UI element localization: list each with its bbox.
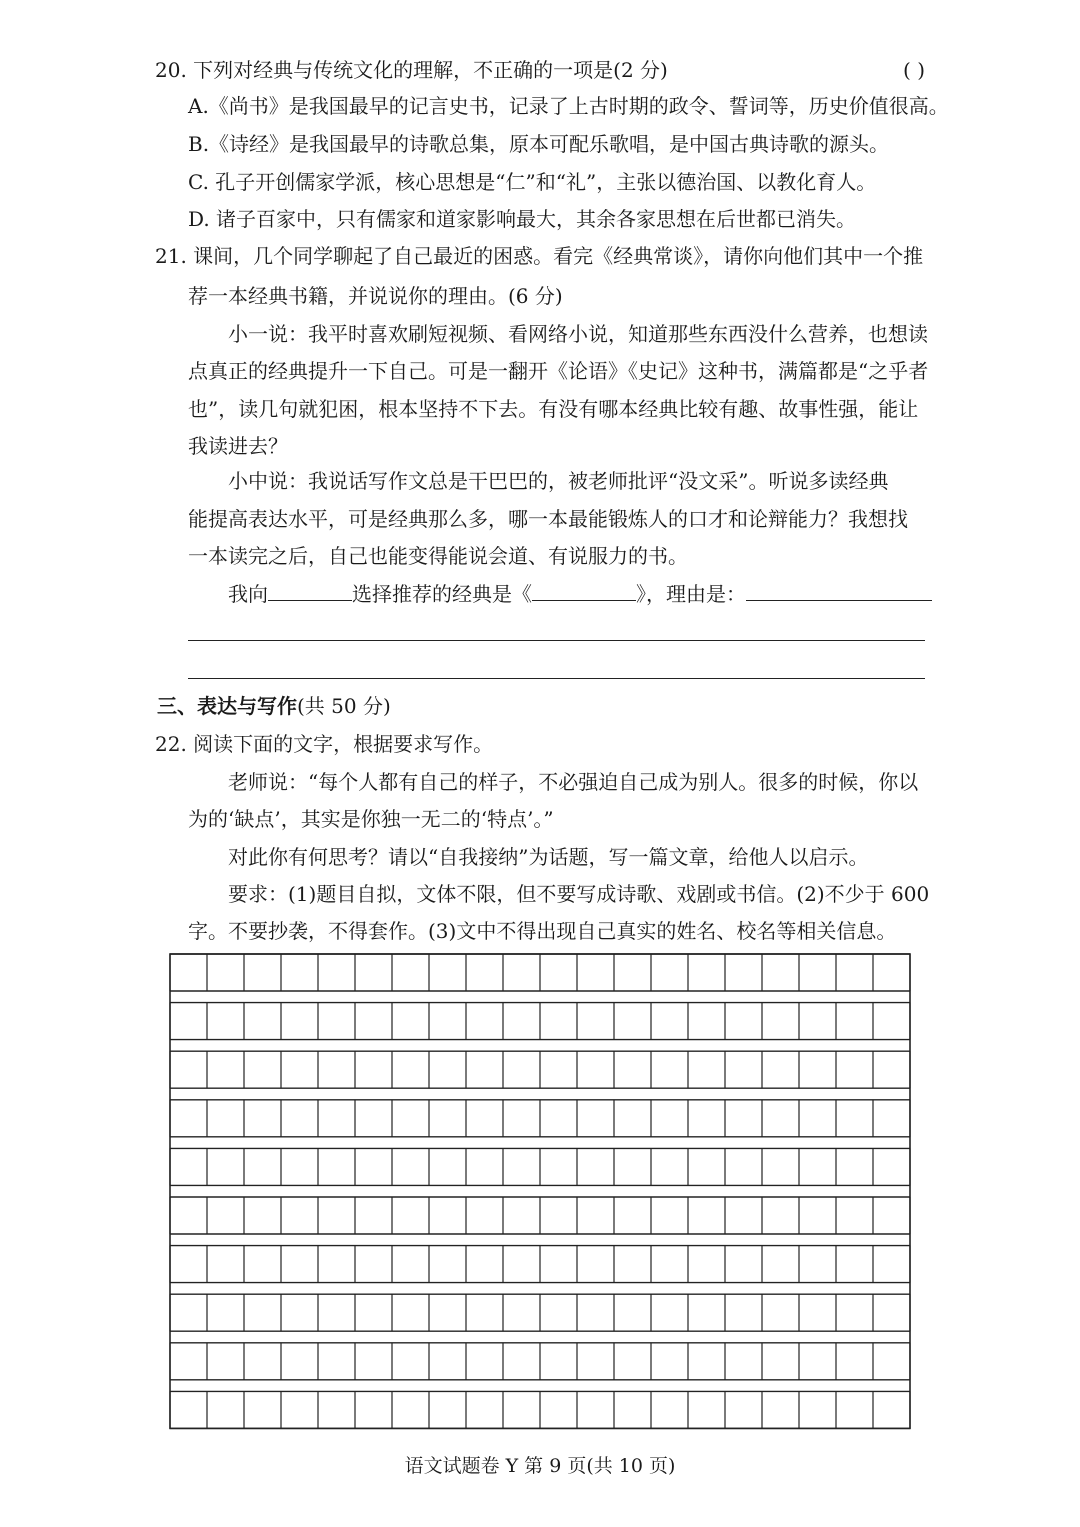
- grid-row[interactable]: [170, 1343, 910, 1380]
- grid-row[interactable]: [170, 1197, 910, 1234]
- question-21-stem-line1: 21. 课间，几个同学聊起了自己最近的困惑。看完《经典常谈》，请你向他们其中一个推: [155, 244, 924, 268]
- question-22-stem: 22. 阅读下面的文字，根据要求写作。: [155, 732, 494, 756]
- grid-row[interactable]: [170, 1246, 910, 1283]
- xiaoyi-line3: 也”，读几句就犯困，根本坚持不下去。有没有哪本经典比较有趣、故事性强，能让: [188, 397, 919, 421]
- grid-row[interactable]: [170, 1003, 910, 1040]
- option-b: B.《诗经》是我国最早的诗歌总集，原本可配乐歌唱，是中国古典诗歌的源头。: [188, 132, 890, 156]
- quote-line1: 老师说：“每个人都有自己的样子，不必强迫自己成为别人。很多的时候，你以: [228, 770, 919, 794]
- section-3-heading: 三、表达与写作: [157, 694, 297, 718]
- writing-grid[interactable]: [168, 952, 914, 1440]
- reason-line-2[interactable]: [188, 640, 925, 641]
- option-c: C. 孔子开创儒家学派，核心思想是“仁”和“礼”，主张以德治国、以教化育人。: [188, 170, 877, 194]
- question-20-stem: [155, 56, 925, 84]
- grid-row[interactable]: [170, 1148, 910, 1185]
- xiaoyi-line2: 点真正的经典提升一下自己。可是一翻开《论语》《史记》这种书，满篇都是“之乎者: [188, 359, 929, 383]
- grid-row[interactable]: [170, 1391, 910, 1428]
- xiaoyi-line4: 我读进去？: [188, 434, 288, 458]
- question-21-stem-line2: 荐一本经典书籍，并说说你的理由。(6 分): [188, 284, 563, 308]
- answer-prefix: 我向: [228, 582, 268, 606]
- answer-parentheses[interactable]: ( ): [903, 58, 925, 82]
- section-3-points: (共 50 分): [297, 694, 391, 718]
- xiaozhong-line1: 小中说：我说话写作文总是干巴巴的，被老师批评“没文采”。听说多读经典: [228, 469, 889, 493]
- page-footer: 语文试题卷 Y 第 9 页(共 10 页): [404, 1455, 676, 1477]
- grid-row[interactable]: [170, 1294, 910, 1331]
- xiaozhong-line3: 一本读完之后，自己也能变得能说会道、有说服力的书。: [188, 544, 688, 568]
- answer-suffix: 》，理由是：: [636, 582, 746, 606]
- xiaozhong-line2: 能提高表达水平，可是经典那么多，哪一本最能锻炼人的口才和论辩能力？我想找: [188, 507, 908, 531]
- quote-line2: 为的‘缺点’，其实是你独一无二的‘特点’。”: [188, 807, 554, 831]
- grid-row[interactable]: [170, 1051, 910, 1088]
- person-blank[interactable]: [268, 580, 352, 601]
- answer-line: [228, 580, 932, 608]
- question-20-text: 20. 下列对经典与传统文化的理解，不正确的一项是(2 分): [155, 58, 668, 82]
- requirements-line2: 字。不要抄袭，不得套作。(3)文中不得出现自己真实的姓名、校名等相关信息。: [188, 919, 897, 943]
- xiaoyi-line1: 小一说：我平时喜欢刷短视频、看网络小说，知道那些东西没什么营养，也想读: [228, 322, 928, 346]
- reason-line-3[interactable]: [188, 678, 925, 679]
- grid-row[interactable]: [170, 954, 910, 991]
- option-a: A.《尚书》是我国最早的记言史书，记录了上古时期的政令、誓词等，历史价值很高。: [188, 94, 949, 118]
- requirements-line1: 要求：(1)题目自拟，文体不限，但不要写成诗歌、戏剧或书信。(2)不少于 600: [228, 882, 930, 906]
- reason-blank[interactable]: [746, 580, 932, 601]
- task-line: 对此你有何思考？请以“自我接纳”为话题，写一篇文章，给他人以启示。: [228, 845, 869, 869]
- book-blank[interactable]: [532, 580, 636, 601]
- answer-middle: 选择推荐的经典是《: [352, 582, 532, 606]
- grid-row[interactable]: [170, 1100, 910, 1137]
- option-d: D. 诸子百家中，只有儒家和道家影响最大，其余各家思想在后世都已消失。: [188, 207, 857, 231]
- section-3-title: [157, 692, 391, 720]
